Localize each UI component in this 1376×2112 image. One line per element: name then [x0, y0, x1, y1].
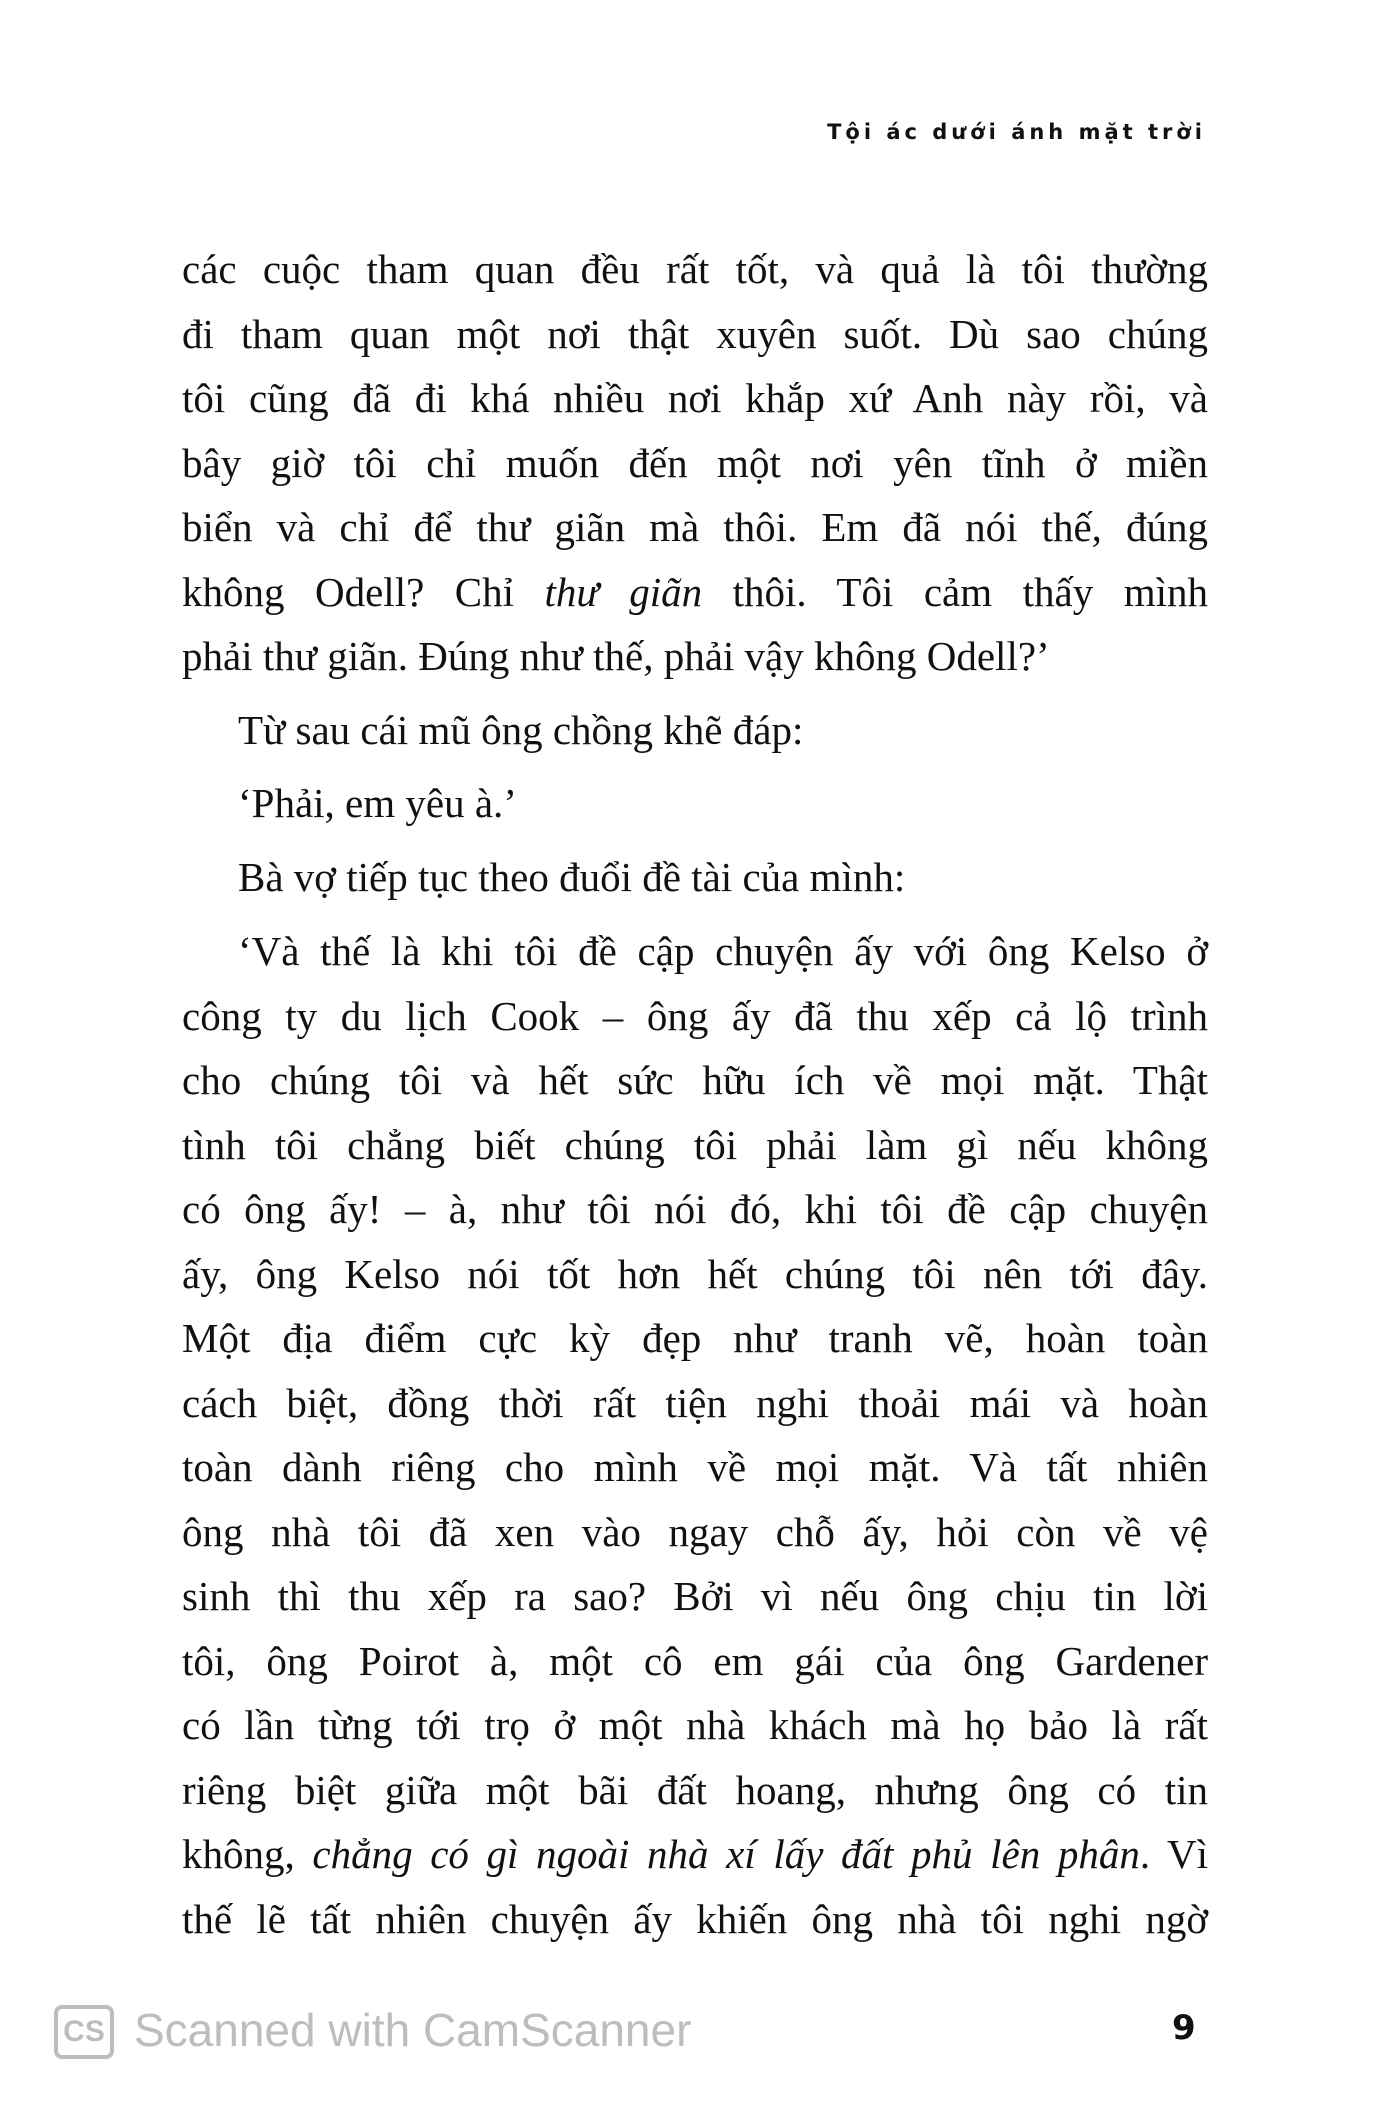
text-segment: cách biệt, đồng thời rất tiện nghi thoải mái và hoàn [182, 1379, 1208, 1426]
text-line [182, 1048, 1208, 1113]
text-line [182, 1435, 1208, 1500]
text-line [182, 302, 1208, 367]
text-segment: không Odell? Chỉ [182, 568, 545, 615]
text-segment: toàn dành riêng cho mình về mọi mặt. Và tất nhiên [182, 1444, 1208, 1490]
text-segment: có ông ấy! – à, như tôi nói đó, khi tôi đề cập chuyện [182, 1186, 1208, 1232]
text-line [182, 1564, 1208, 1629]
italic-text: chẳng có gì ngoài nhà xí lấy đất phủ lên phân [312, 1831, 1140, 1877]
text-line [182, 984, 1208, 1049]
text-line [182, 1887, 1208, 1952]
text-segment: bây giờ tôi chỉ muốn đến một nơi yên tĩnh ở miền [182, 439, 1208, 486]
paragraph [182, 698, 1208, 763]
text-line [182, 1371, 1208, 1436]
text-segment: phải thư giãn. Đúng như thế, phải vậy không Odell?’ [182, 633, 1050, 679]
camscanner-logo-icon: CS [54, 2005, 114, 2059]
text-line [182, 1629, 1208, 1694]
text-line [182, 1242, 1208, 1307]
text-segment: riêng biệt giữa một bãi đất hoang, nhưng ông có tin [182, 1766, 1208, 1813]
text-line [182, 237, 1208, 302]
text-segment: . Vì [1139, 1831, 1209, 1877]
text-line [182, 1306, 1208, 1371]
text-line [182, 698, 1208, 763]
text-line [182, 495, 1208, 560]
text-segment: ấy, ông Kelso nói tốt hơn hết chúng tôi nên tới đây. [182, 1250, 1208, 1297]
text-segment: công ty du lịch Cook – ông ấy đã thu xếp cả lộ trình [182, 992, 1208, 1039]
text-line [182, 771, 1208, 836]
text-line [182, 1822, 1208, 1887]
text-segment: sinh thì thu xếp ra sao? Bởi vì nếu ông chịu tin lời [182, 1573, 1208, 1619]
text-segment: thôi. Tôi cảm thấy mình [702, 568, 1208, 615]
text-segment: ông nhà tôi đã xen vào ngay chỗ ấy, hỏi còn về vệ [182, 1508, 1208, 1555]
text-segment: tình tôi chẳng biết chúng tôi phải làm gì nếu không [182, 1121, 1208, 1168]
text-segment: không, [182, 1831, 313, 1877]
text-line [182, 845, 1208, 910]
text-segment: ‘Phải, em yêu à.’ [238, 780, 517, 826]
text-segment: Bà vợ tiếp tục theo đuổi đề tài của mình: [238, 853, 906, 900]
text-segment: các cuộc tham quan đều rất tốt, và quả là tôi thường [182, 246, 1208, 292]
page-body-text [182, 237, 1208, 1951]
camscanner-watermark: Scanned with CamScanner [134, 2004, 692, 2056]
text-line [182, 560, 1208, 625]
text-segment: Một địa điểm cực kỳ đẹp như tranh vẽ, hoàn toàn [182, 1315, 1208, 1361]
text-line [182, 431, 1208, 496]
text-segment: cho chúng tôi và hết sức hữu ích về mọi mặt. Thật [182, 1057, 1208, 1103]
text-line [182, 624, 1208, 689]
text-segment: tôi cũng đã đi khá nhiều nơi khắp xứ Anh này rồi, và [182, 375, 1208, 421]
text-segment: có lần từng tới trọ ở một nhà khách mà họ bảo là rất [182, 1702, 1208, 1748]
running-header-title: Tội ác dưới ánh mặt trời [827, 120, 1206, 144]
text-line [182, 919, 1208, 984]
text-segment: ‘Và thế là khi tôi đề cập chuyện ấy với ông Kelso ở [238, 928, 1208, 974]
text-segment: biển và chỉ để thư giãn mà thôi. Em đã nói thế, đúng [182, 504, 1208, 550]
text-line [182, 366, 1208, 431]
page-number: 9 [1172, 2008, 1196, 2048]
text-segment: đi tham quan một nơi thật xuyên suốt. Dù sao chúng [182, 310, 1208, 357]
paragraph [182, 919, 1208, 1951]
text-line [182, 1500, 1208, 1565]
paragraph [182, 845, 1208, 910]
paragraph [182, 771, 1208, 836]
paragraph [182, 237, 1208, 689]
text-segment: thế lẽ tất nhiên chuyện ấy khiến ông nhà tôi nghi ngờ [182, 1895, 1208, 1942]
text-line [182, 1758, 1208, 1823]
italic-text: thư giãn [544, 568, 703, 615]
text-line [182, 1177, 1208, 1242]
text-line [182, 1693, 1208, 1758]
text-segment: Từ sau cái mũ ông chồng khẽ đáp: [238, 706, 804, 753]
text-segment: tôi, ông Poirot à, một cô em gái của ông Gardener [182, 1637, 1208, 1684]
text-line [182, 1113, 1208, 1178]
